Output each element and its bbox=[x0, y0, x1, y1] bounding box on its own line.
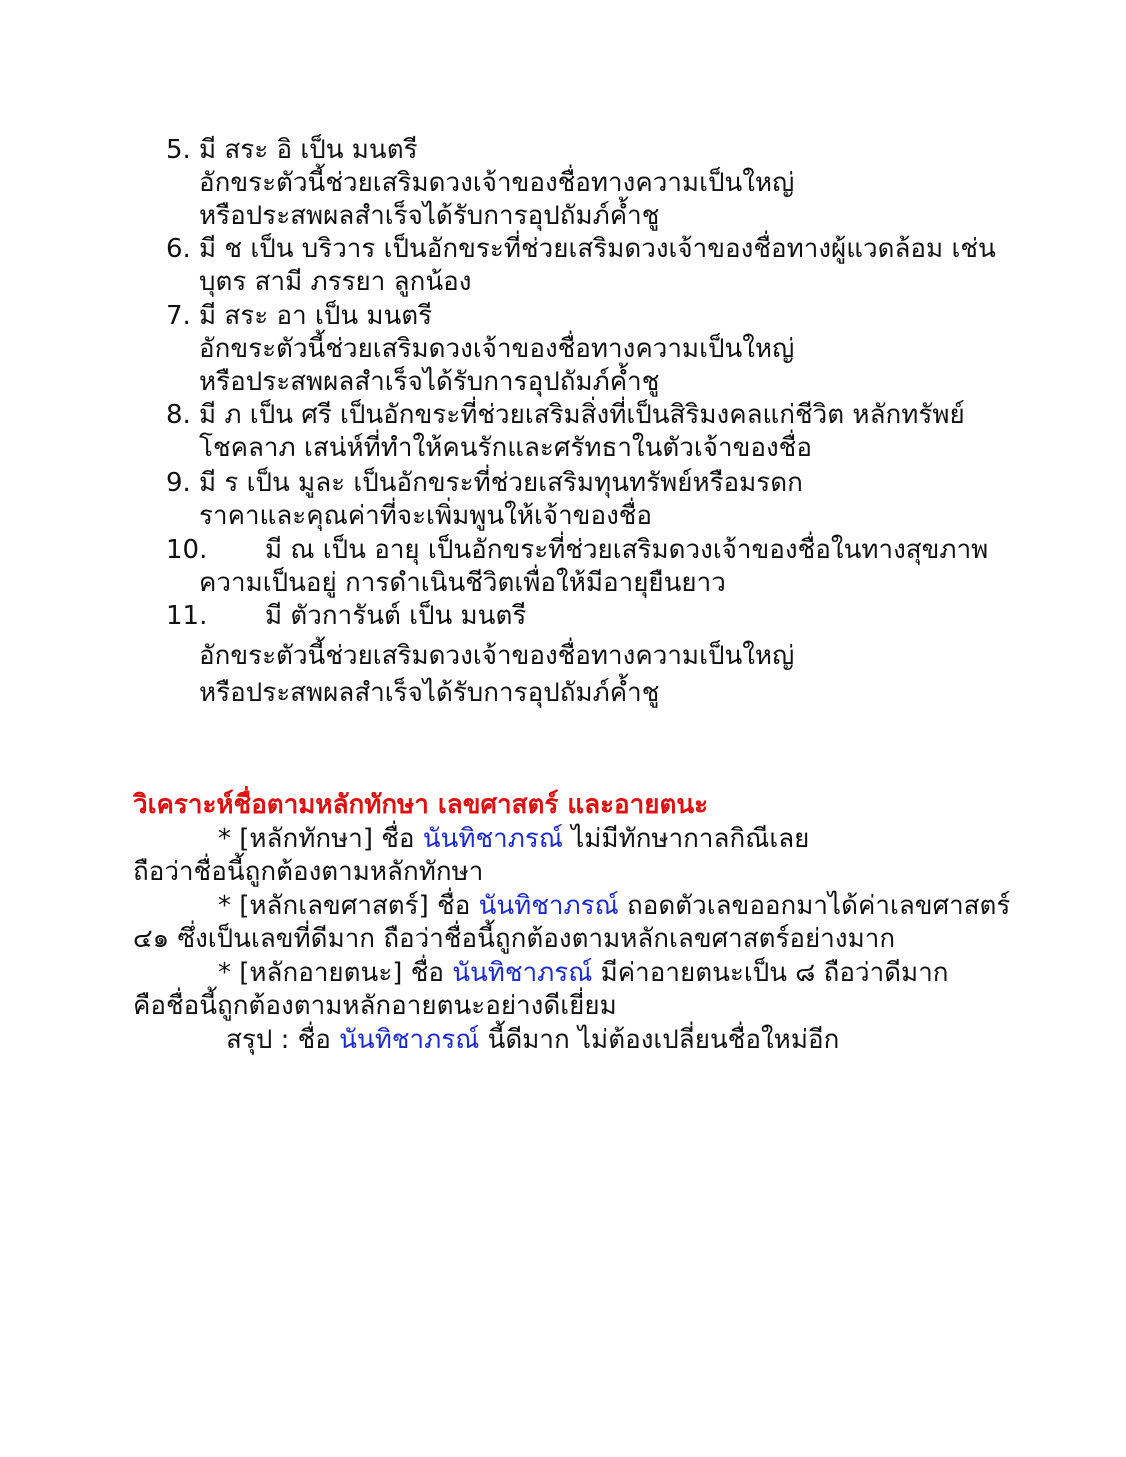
summary-prefix: สรุป : ชื่อ bbox=[226, 1025, 340, 1055]
numerology-prefix: * [หลักเลขศาสตร์] ชื่อ bbox=[218, 891, 479, 921]
ayatana-prefix: * [หลักอายตนะ] ชื่อ bbox=[218, 958, 453, 988]
list-text: มี ตัวการันต์ เป็น มนตรี bbox=[265, 601, 527, 631]
person-name: นันทิชาภรณ์ bbox=[478, 891, 619, 921]
list-text: มี สระ อิ เป็น มนตรี bbox=[199, 135, 418, 165]
person-name: นันทิชาภรณ์ bbox=[422, 824, 563, 854]
list-text: มี สระ อา เป็น มนตรี bbox=[199, 301, 433, 331]
list-text: อักขระตัวนี้ช่วยเสริมดวงเจ้าของชื่อทางความเป็นใหญ่ bbox=[199, 168, 795, 198]
person-name: นันทิชาภรณ์ bbox=[339, 1025, 480, 1055]
person-name: นันทิชาภรณ์ bbox=[452, 958, 593, 988]
list-text: มี ภ เป็น ศรี เป็นอักขระที่ช่วยเสริมสิ่งที่เป็นสิริมงคลแก่ชีวิต หลักทรัพย์ bbox=[199, 400, 965, 430]
ayatana-suffix: มีค่าอายตนะเป็น ๘ ถือว่าดีมาก bbox=[592, 958, 949, 988]
list-text: อักขระตัวนี้ช่วยเสริมดวงเจ้าของชื่อทางความเป็นใหญ่ bbox=[199, 334, 795, 364]
numerology-line2: ๔๑ ซึ่งเป็นเลขที่ดีมาก ถือว่าชื่อนี้ถูกต้องตามหลักเลขศาสตร์อย่างมาก bbox=[133, 924, 896, 954]
taksa-prefix: * [หลักทักษา] ชื่อ bbox=[218, 824, 423, 854]
numerology-suffix: ถอดตัวเลขออกมาได้ค่าเลขศาสตร์ bbox=[618, 891, 1011, 921]
list-number: 5. bbox=[166, 135, 191, 165]
list-text: โชคลาภ เสน่ห์ที่ทำให้คนรักและศรัทธาในตัวเจ้าของชื่อ bbox=[199, 433, 812, 463]
list-text: มี ช เป็น บริวาร เป็นอักขระที่ช่วยเสริมดวงเจ้าของชื่อทางผู้แวดล้อม เช่น bbox=[199, 234, 996, 264]
list-number: 11. bbox=[166, 601, 208, 631]
list-number: 10. bbox=[166, 535, 208, 565]
list-text: อักขระตัวนี้ช่วยเสริมดวงเจ้าของชื่อทางความเป็นใหญ่ bbox=[199, 641, 795, 671]
list-number: 6. bbox=[166, 234, 191, 264]
list-text: ความเป็นอยู่ การดำเนินชีวิตเพื่อให้มีอายุยืนยาว bbox=[199, 568, 726, 598]
taksa-line2: ถือว่าชื่อนี้ถูกต้องตามหลักทักษา bbox=[133, 857, 484, 887]
list-number: 9. bbox=[166, 468, 191, 498]
analysis-heading: วิเคราะห์ชื่อตามหลักทักษา เลขศาสตร์ และอายตนะ bbox=[133, 790, 709, 820]
taksa-suffix: ไม่มีทักษากาลกิณีเลย bbox=[562, 824, 810, 854]
list-number: 8. bbox=[166, 400, 191, 430]
list-text: ราคาและคุณค่าที่จะเพิ่มพูนให้เจ้าของชื่อ bbox=[199, 501, 653, 531]
list-text: บุตร สามี ภรรยา ลูกน้อง bbox=[199, 267, 472, 297]
list-text: หรือประสพผลสำเร็จได้รับการอุปถัมภ์ค้ำชู bbox=[199, 201, 660, 231]
list-text: หรือประสพผลสำเร็จได้รับการอุปถัมภ์ค้ำชู bbox=[199, 367, 660, 397]
list-text: มี ร เป็น มูละ เป็นอักขระที่ช่วยเสริมทุนทรัพย์หรือมรดก bbox=[199, 468, 803, 498]
ayatana-line2: คือชื่อนี้ถูกต้องตามหลักอายตนะอย่างดีเยี่ยม bbox=[133, 991, 617, 1021]
list-text: หรือประสพผลสำเร็จได้รับการอุปถัมภ์ค้ำชู bbox=[199, 678, 660, 708]
list-text: มี ณ เป็น อายุ เป็นอักขระที่ช่วยเสริมดวงเจ้าของชื่อในทางสุขภาพ bbox=[265, 535, 989, 565]
list-number: 7. bbox=[166, 301, 191, 331]
summary-suffix: นี้ดีมาก ไม่ต้องเปลี่ยนชื่อใหม่อีก bbox=[479, 1025, 840, 1055]
